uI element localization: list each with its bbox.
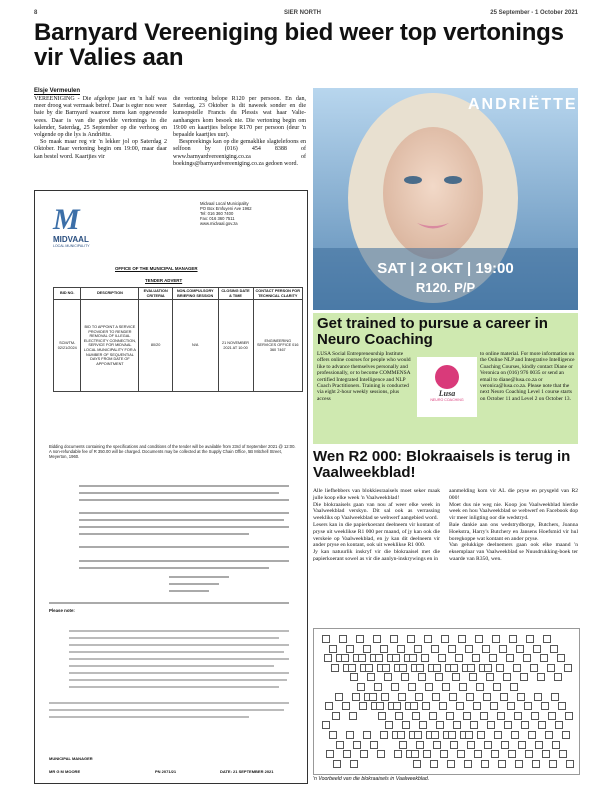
- article-col-2: [173, 96, 306, 168]
- table-header: CLOSING DATE & TIME: [218, 288, 253, 300]
- crossword-cell: [538, 721, 546, 729]
- crossword-cell: [549, 760, 557, 768]
- crossword-cell: [350, 760, 358, 768]
- lusa-ad: [313, 313, 578, 444]
- address-line: Midvaal Local Municipality: [200, 201, 249, 206]
- crossword-cell: [374, 683, 382, 691]
- table-header: EVALUATION CRITERIA: [139, 288, 172, 300]
- crossword-cell: [489, 654, 497, 662]
- crossword-cell: [414, 645, 422, 653]
- crossword-cell: [343, 750, 351, 758]
- crossword-cell: [551, 693, 559, 701]
- table-cell: 80/20: [139, 300, 172, 392]
- crossword-cell: [467, 741, 475, 749]
- crossword-cell: [541, 702, 549, 710]
- crossword-cell: [357, 683, 365, 691]
- crossword-cell: [442, 683, 450, 691]
- tender-table: [53, 287, 303, 392]
- crossword-cell: [497, 712, 505, 720]
- crossword-cell: [398, 693, 406, 701]
- crossword-cell: [565, 712, 573, 720]
- lusa-logo-icon: [435, 365, 459, 389]
- puzzle-col-2: aanmelding kom vir AL die pryse en prysgeld van R2 000! Moet dus nie weg nie. Koop jou Vaalweekblad hierdie week en hou Vaalweekblad se webwerf en Facebook dop vir meer inligting oor die wedstryd. Baie dankie aan ons wedstrydborge, Butchers, Joanna Hoekstra, Harry's Butchery en Jansens Hoefsmid vir hul boregkoppe wat kontant en ander pryse. Van gelukkige deelnemers gaan ook elke maand 'n eksemplaar van Vaalweekblad se Nuusdrukking-boek ter waarde van R350, wen.: [449, 488, 578, 562]
- table-header: NON-COMPULSORY BRIEFING SESSION: [172, 288, 218, 300]
- crossword-cell: [516, 645, 524, 653]
- crossword-sample: [313, 628, 580, 775]
- crossword-cell: [440, 750, 448, 758]
- crossword-cell: [416, 741, 424, 749]
- crossword-cell: [402, 721, 410, 729]
- crossword-cell: [483, 693, 491, 701]
- logo-sub: LOCAL MUNICIPALITY: [53, 244, 90, 248]
- crossword-cell: [458, 635, 466, 643]
- crossword-cell: [424, 635, 432, 643]
- crossword-cell: [433, 664, 441, 672]
- crossword-cell: [464, 760, 472, 768]
- crossword-cell: [511, 731, 519, 739]
- crossword-cell: [487, 721, 495, 729]
- crossword-cell: [413, 760, 421, 768]
- lusa-headline: Get trained to pursue a career in Neuro Coaching: [317, 315, 548, 348]
- crossword-cell: [322, 721, 330, 729]
- crossword-cell: [542, 750, 550, 758]
- crossword-cell: [559, 750, 567, 758]
- crossword-cell: [369, 693, 377, 701]
- table-cell: 21 NOVEMBER 2021 AT 10:00: [218, 300, 253, 392]
- crossword-cell: [352, 693, 360, 701]
- crossword-cell: [399, 664, 407, 672]
- crossword-cell: [378, 712, 386, 720]
- crossword-cell: [521, 721, 529, 729]
- table-cell: N/A: [172, 300, 218, 392]
- crossword-cell: [517, 693, 525, 701]
- issue-date: 25 September - 1 October 2021: [490, 10, 578, 16]
- table-header: DESCRIPTION: [81, 288, 139, 300]
- office-line: OFFICE OF THE MUNICIPAL MANAGER: [115, 266, 198, 271]
- article-para: VEREENIGING - Die afgelope jaar en 'n half was meer droog wat vermaak betref. Daar is egter nou weer baie by die Barnyard waaroor mens kan opgewonde wees. Daar is van die gewilde vertonings in die kalender, Saterdag, 25 September op die verhoog en volgende op die lys is Andriëtte.: [34, 96, 167, 139]
- crossword-cell: [418, 673, 426, 681]
- crossword-cell: [481, 760, 489, 768]
- crossword-cell: [482, 645, 490, 653]
- crossword-cell: [415, 693, 423, 701]
- crossword-cell: [498, 760, 506, 768]
- crossword-cell: [484, 664, 492, 672]
- crossword-cell: [477, 731, 485, 739]
- crossword-cell: [503, 673, 511, 681]
- crossword-cell: [419, 721, 427, 729]
- signature-label: MUNICIPAL MANAGER: [49, 756, 93, 761]
- tender-fine-print: [49, 481, 297, 731]
- address-line: PO Box Emfuyeni Ave 1962: [200, 206, 252, 211]
- crossword-cell: [555, 721, 563, 729]
- crossword-cell: [540, 654, 548, 662]
- crossword-cell: [493, 683, 501, 691]
- crossword-cell: [430, 760, 438, 768]
- crossword-cell: [455, 654, 463, 662]
- crossword-cell: [411, 750, 419, 758]
- lusa-text-left: LUSA Social Entrepreneurship Institute offers online courses for people who would like to advance themselves personally and professionally, or to become COMMENSA certified Integrated Intelligence and NLP Coach Practitioners. Training is conducted via eight 2-hour weekly sessions, plus access: [317, 351, 411, 402]
- crossword-cell: [401, 673, 409, 681]
- crossword-cell: [518, 741, 526, 749]
- crossword-cell: [453, 721, 461, 729]
- crossword-cell: [466, 693, 474, 701]
- crossword-cell: [339, 635, 347, 643]
- crossword-cell: [384, 673, 392, 681]
- crossword-cell: [412, 712, 420, 720]
- crossword-cell: [423, 750, 431, 758]
- page-number: 8: [34, 10, 38, 16]
- crossword-cell: [399, 741, 407, 749]
- crossword-cell: [356, 635, 364, 643]
- crossword-cell: [531, 712, 539, 720]
- crossword-cell: [397, 731, 405, 739]
- crossword-cell: [507, 702, 515, 710]
- crossword-cell: [558, 702, 566, 710]
- crossword-cell: [457, 750, 465, 758]
- crossword-cell: [381, 693, 389, 701]
- crossword-cell: [446, 712, 454, 720]
- crossword-cell: [550, 645, 558, 653]
- crossword-cell: [552, 741, 560, 749]
- crossword-cell: [431, 645, 439, 653]
- crossword-cell: [375, 654, 383, 662]
- crossword-cell: [353, 741, 361, 749]
- crossword-cell: [548, 712, 556, 720]
- crossword-cell: [465, 731, 473, 739]
- crossword-cell: [475, 635, 483, 643]
- crossword-cell: [480, 712, 488, 720]
- crossword-cell: [513, 664, 521, 672]
- crossword-cell: [545, 731, 553, 739]
- crossword-cell: [523, 654, 531, 662]
- crossword-cell: [467, 664, 475, 672]
- table-header-row: [54, 288, 303, 300]
- crossword-cell: [429, 712, 437, 720]
- crossword-cell: [380, 731, 388, 739]
- crossword-cell: [341, 654, 349, 662]
- crossword-cell: [436, 721, 444, 729]
- crossword-cell: [346, 645, 354, 653]
- fine-print-lines: [49, 481, 297, 731]
- crossword-cell: [329, 645, 337, 653]
- table-cell: SCM/TM-02/21/2024: [54, 300, 81, 392]
- logo-text: MIDVAAL: [53, 235, 89, 244]
- crossword-cell: [499, 645, 507, 653]
- crossword-cell: [376, 702, 384, 710]
- crossword-cell: [407, 635, 415, 643]
- crossword-cell: [537, 673, 545, 681]
- crossword-cell: [515, 760, 523, 768]
- crossword-cell: [564, 664, 572, 672]
- footer-ref: PN 2071/21: [155, 769, 177, 774]
- crossword-cell: [392, 654, 400, 662]
- crossword-cell: [435, 673, 443, 681]
- address-line: Tel: 016 360 7400: [200, 211, 234, 216]
- lusa-logo: [417, 357, 477, 417]
- article-col-1: [34, 96, 167, 161]
- crossword-cell: [448, 731, 456, 739]
- crossword-cell: [358, 654, 366, 662]
- crossword-cell: [492, 635, 500, 643]
- crossword-cell: [390, 635, 398, 643]
- crossword-cell: [476, 683, 484, 691]
- crossword-cell: [508, 750, 516, 758]
- puzzle-headline: Wen R2 000: Blokraaisels is terug in Vaalweekblad!: [313, 448, 571, 481]
- crossword-cell: [333, 760, 341, 768]
- crossword-cell: [535, 741, 543, 749]
- crossword-cell: [486, 673, 494, 681]
- crossword-cell: [349, 712, 357, 720]
- crossword-cell: [532, 760, 540, 768]
- crossword-cell: [528, 731, 536, 739]
- crossword-cell: [332, 712, 340, 720]
- crossword-cell: [456, 702, 464, 710]
- article-para: die vertoning belope R120 per persoon. En dan, Saterdag, 23 Oktober is dit naweek sonder en die kunsopstelle Francis du Plessis wat haar Valie-aanhangers kom besoek nie. Die vertoning begin om 19:00 en kaartjies belope R170 per persoon (deur 'n bepaalde kaartjies uur).: [173, 96, 306, 139]
- crossword-cell: [431, 731, 439, 739]
- crossword-cell: [432, 693, 440, 701]
- crossword-cell: [490, 702, 498, 710]
- crossword-cell: [510, 683, 518, 691]
- footer-name: MR G M MOORE: [49, 769, 81, 774]
- lusa-text-right: to online material. For more information on the Online NLP and Integrative Intelligence Coaching Courses, kindly contact Diane or Veronica on (016) 976 0035 or send an email to diane@lusa.co.za or veronica@lusa.co.za. Please note that the next Neuro Coaching Level 1 course starts on October 11 and Level 2 on October 13.: [480, 351, 575, 402]
- crossword-grid: [314, 629, 579, 774]
- crossword-cell: [393, 702, 401, 710]
- paper-name: SIER NORTH: [284, 10, 322, 16]
- crossword-cell: [524, 702, 532, 710]
- crossword-cell: [350, 673, 358, 681]
- crossword-cell: [324, 654, 332, 662]
- crossword-cell: [410, 702, 418, 710]
- crossword-cell: [395, 712, 403, 720]
- crossword-cell: [422, 702, 430, 710]
- crossword-cell: [373, 635, 381, 643]
- crossword-cell: [469, 673, 477, 681]
- table-row: [54, 300, 303, 392]
- crossword-cell: [348, 664, 356, 672]
- crossword-cell: [416, 664, 424, 672]
- midvaal-tender-ad: [34, 190, 308, 784]
- article-para: So maak maar reg vir 'n lekker jol op Saterdag 2 Oktober. Haar vertoning begin om 19:00, maar daar kan bestel word. Kaartjies vir: [34, 139, 167, 160]
- crossword-cell: [543, 635, 551, 643]
- crossword-cell: [380, 645, 388, 653]
- crossword-cell: [450, 664, 458, 672]
- address-line: www.midvaal.gov.za: [200, 221, 238, 226]
- crossword-cell: [363, 731, 371, 739]
- crossword-cell: [363, 645, 371, 653]
- crossword-cell: [509, 635, 517, 643]
- crossword-cell: [530, 664, 538, 672]
- andriette-ad: [313, 88, 578, 310]
- crossword-cell: [329, 731, 337, 739]
- lusa-logo-name: Lusa: [438, 389, 456, 398]
- crossword-cell: [367, 673, 375, 681]
- crossword-cell: [342, 702, 350, 710]
- crossword-cell: [433, 741, 441, 749]
- crossword-cell: [325, 702, 333, 710]
- crossword-cell: [336, 741, 344, 749]
- crossword-cell: [473, 702, 481, 710]
- crossword-cell: [438, 654, 446, 662]
- crossword-cell: [439, 702, 447, 710]
- crossword-cell: [501, 741, 509, 749]
- crossword-cell: [474, 750, 482, 758]
- crossword-cell: [452, 673, 460, 681]
- crossword-cell: [449, 693, 457, 701]
- crossword-cell: [554, 673, 562, 681]
- address-line: Fax: 016 360 7511: [200, 216, 235, 221]
- notes-title: Please note:: [49, 608, 75, 613]
- midvaal-address: [200, 201, 300, 226]
- crossword-cell: [500, 693, 508, 701]
- tender-body-text: Bidding documents containing the specifications and conditions of the tender will be available from 23rd of September 2021 @ 12:00. A non-refundable fee of R 350.00 will be charged. Documents may be collected at the Supply Chain Office, 5B Mitchell Street, Meyerton, 1960.: [49, 444, 296, 459]
- crossword-cell: [409, 654, 417, 662]
- crossword-cell: [441, 635, 449, 643]
- crossword-cell: [504, 721, 512, 729]
- crossword-cell: [322, 635, 330, 643]
- crossword-cell: [562, 731, 570, 739]
- crossword-cell: [408, 683, 416, 691]
- article-headline: Barnyard Vereeniging bied weer top vertonings vir Valies aan: [34, 19, 564, 71]
- crossword-cell: [365, 664, 373, 672]
- table-header: BID NO.: [54, 288, 81, 300]
- crossword-cell: [326, 750, 334, 758]
- ticket-price: R120. P/P: [415, 280, 476, 295]
- crossword-cell: [566, 760, 574, 768]
- crossword-cell: [391, 683, 399, 691]
- crossword-cell: [377, 750, 385, 758]
- crossword-cell: [397, 645, 405, 653]
- show-date-time: SAT | 2 OKT | 19:00: [377, 260, 514, 277]
- crossword-cell: [359, 702, 367, 710]
- crossword-cell: [360, 750, 368, 758]
- crossword-cell: [331, 664, 339, 672]
- crossword-cell: [494, 731, 502, 739]
- crossword-cell: [346, 731, 354, 739]
- crossword-cell: [448, 645, 456, 653]
- crossword-cell: [533, 645, 541, 653]
- crossword-cell: [370, 741, 378, 749]
- tender-title: TENDER ADVERT: [145, 278, 183, 283]
- performer-name: ANDRIËTTE: [468, 96, 578, 113]
- crossword-cell: [421, 654, 429, 662]
- crossword-cell: [459, 683, 467, 691]
- lusa-logo-sub: NEURO COACHING: [430, 398, 464, 402]
- crossword-cell: [491, 750, 499, 758]
- crossword-cell: [514, 712, 522, 720]
- table-header: CONTACT PERSON FOR TECHNICAL CLARITY: [253, 288, 302, 300]
- puzzle-col-1: Alle liefhebbers van blokkiesraaisels moet seker maak julle koop elke week 'n Vaalweekblad! Die blokraaisels gaan van nou af weer elke week in Vaalweekblad verskyn. Dit sal ook as verrassing weekliks op Vaalweekblad se webwerf aangebied word. Lesers kan in die papierkoerant deelneem vir kontant of pryse uit weeklikse R1 000 per maand, of jy kan ook die verskeie op Vaalweekblad, en jy kan dit deelneem vir ander pryse en kontant, ook uit weeklikse R1 000. Jy kan natuurlik inskryf vir die blokraaisel met die papierkoerant sowel as vir die aanlyn-inskrywings en in: [313, 488, 440, 562]
- puzzle-caption: 'n Voorbeeld van die blokraaisels in Vaalweekblad.: [313, 776, 430, 782]
- crossword-cell: [525, 750, 533, 758]
- crossword-cell: [382, 664, 390, 672]
- table-cell: BID TO APPOINT A SERVICE PROVIDER TO RENDER REMOVAL OF ILLEGAL ELECTRICITY CONNECTION, SERVICE FOR MIDVAAL LOCAL MUNICIPALITY FOR A NUMBER OF SEQUENTIAL DAYS FROM DATE OF APPOINTMENT: [81, 300, 139, 392]
- crossword-cell: [484, 741, 492, 749]
- crossword-cell: [335, 693, 343, 701]
- crossword-cell: [534, 693, 542, 701]
- crossword-cell: [526, 635, 534, 643]
- crossword-cell: [450, 741, 458, 749]
- crossword-cell: [463, 712, 471, 720]
- byline: Elsje Vermeulen: [34, 88, 81, 94]
- midvaal-logo: [53, 205, 123, 255]
- crossword-cell: [520, 673, 528, 681]
- crossword-cell: [506, 654, 514, 662]
- crossword-cell: [496, 664, 504, 672]
- crossword-cell: [547, 664, 555, 672]
- crossword-cell: [447, 760, 455, 768]
- crossword-cell: [425, 683, 433, 691]
- crossword-cell: [470, 721, 478, 729]
- table-cell: ENGINEERING SERVICES OFFICE 016 360 7467: [253, 300, 302, 392]
- crossword-cell: [465, 645, 473, 653]
- crossword-cell: [557, 654, 565, 662]
- logo-mark-icon: M: [53, 203, 80, 236]
- crossword-cell: [472, 654, 480, 662]
- footer-date: DATE: 21 SEPTEMBER 2021: [220, 769, 274, 774]
- crossword-cell: [385, 721, 393, 729]
- article-para: Bespreekings kan op die gemaklike slagtelefoons en selfoon by (016) 454 8388 of www.barnyardvereeniging.co.za of boekings@barnyardvereeniging.co.za gedoen word.: [173, 139, 306, 167]
- crossword-cell: [414, 731, 422, 739]
- crossword-cell: [394, 750, 402, 758]
